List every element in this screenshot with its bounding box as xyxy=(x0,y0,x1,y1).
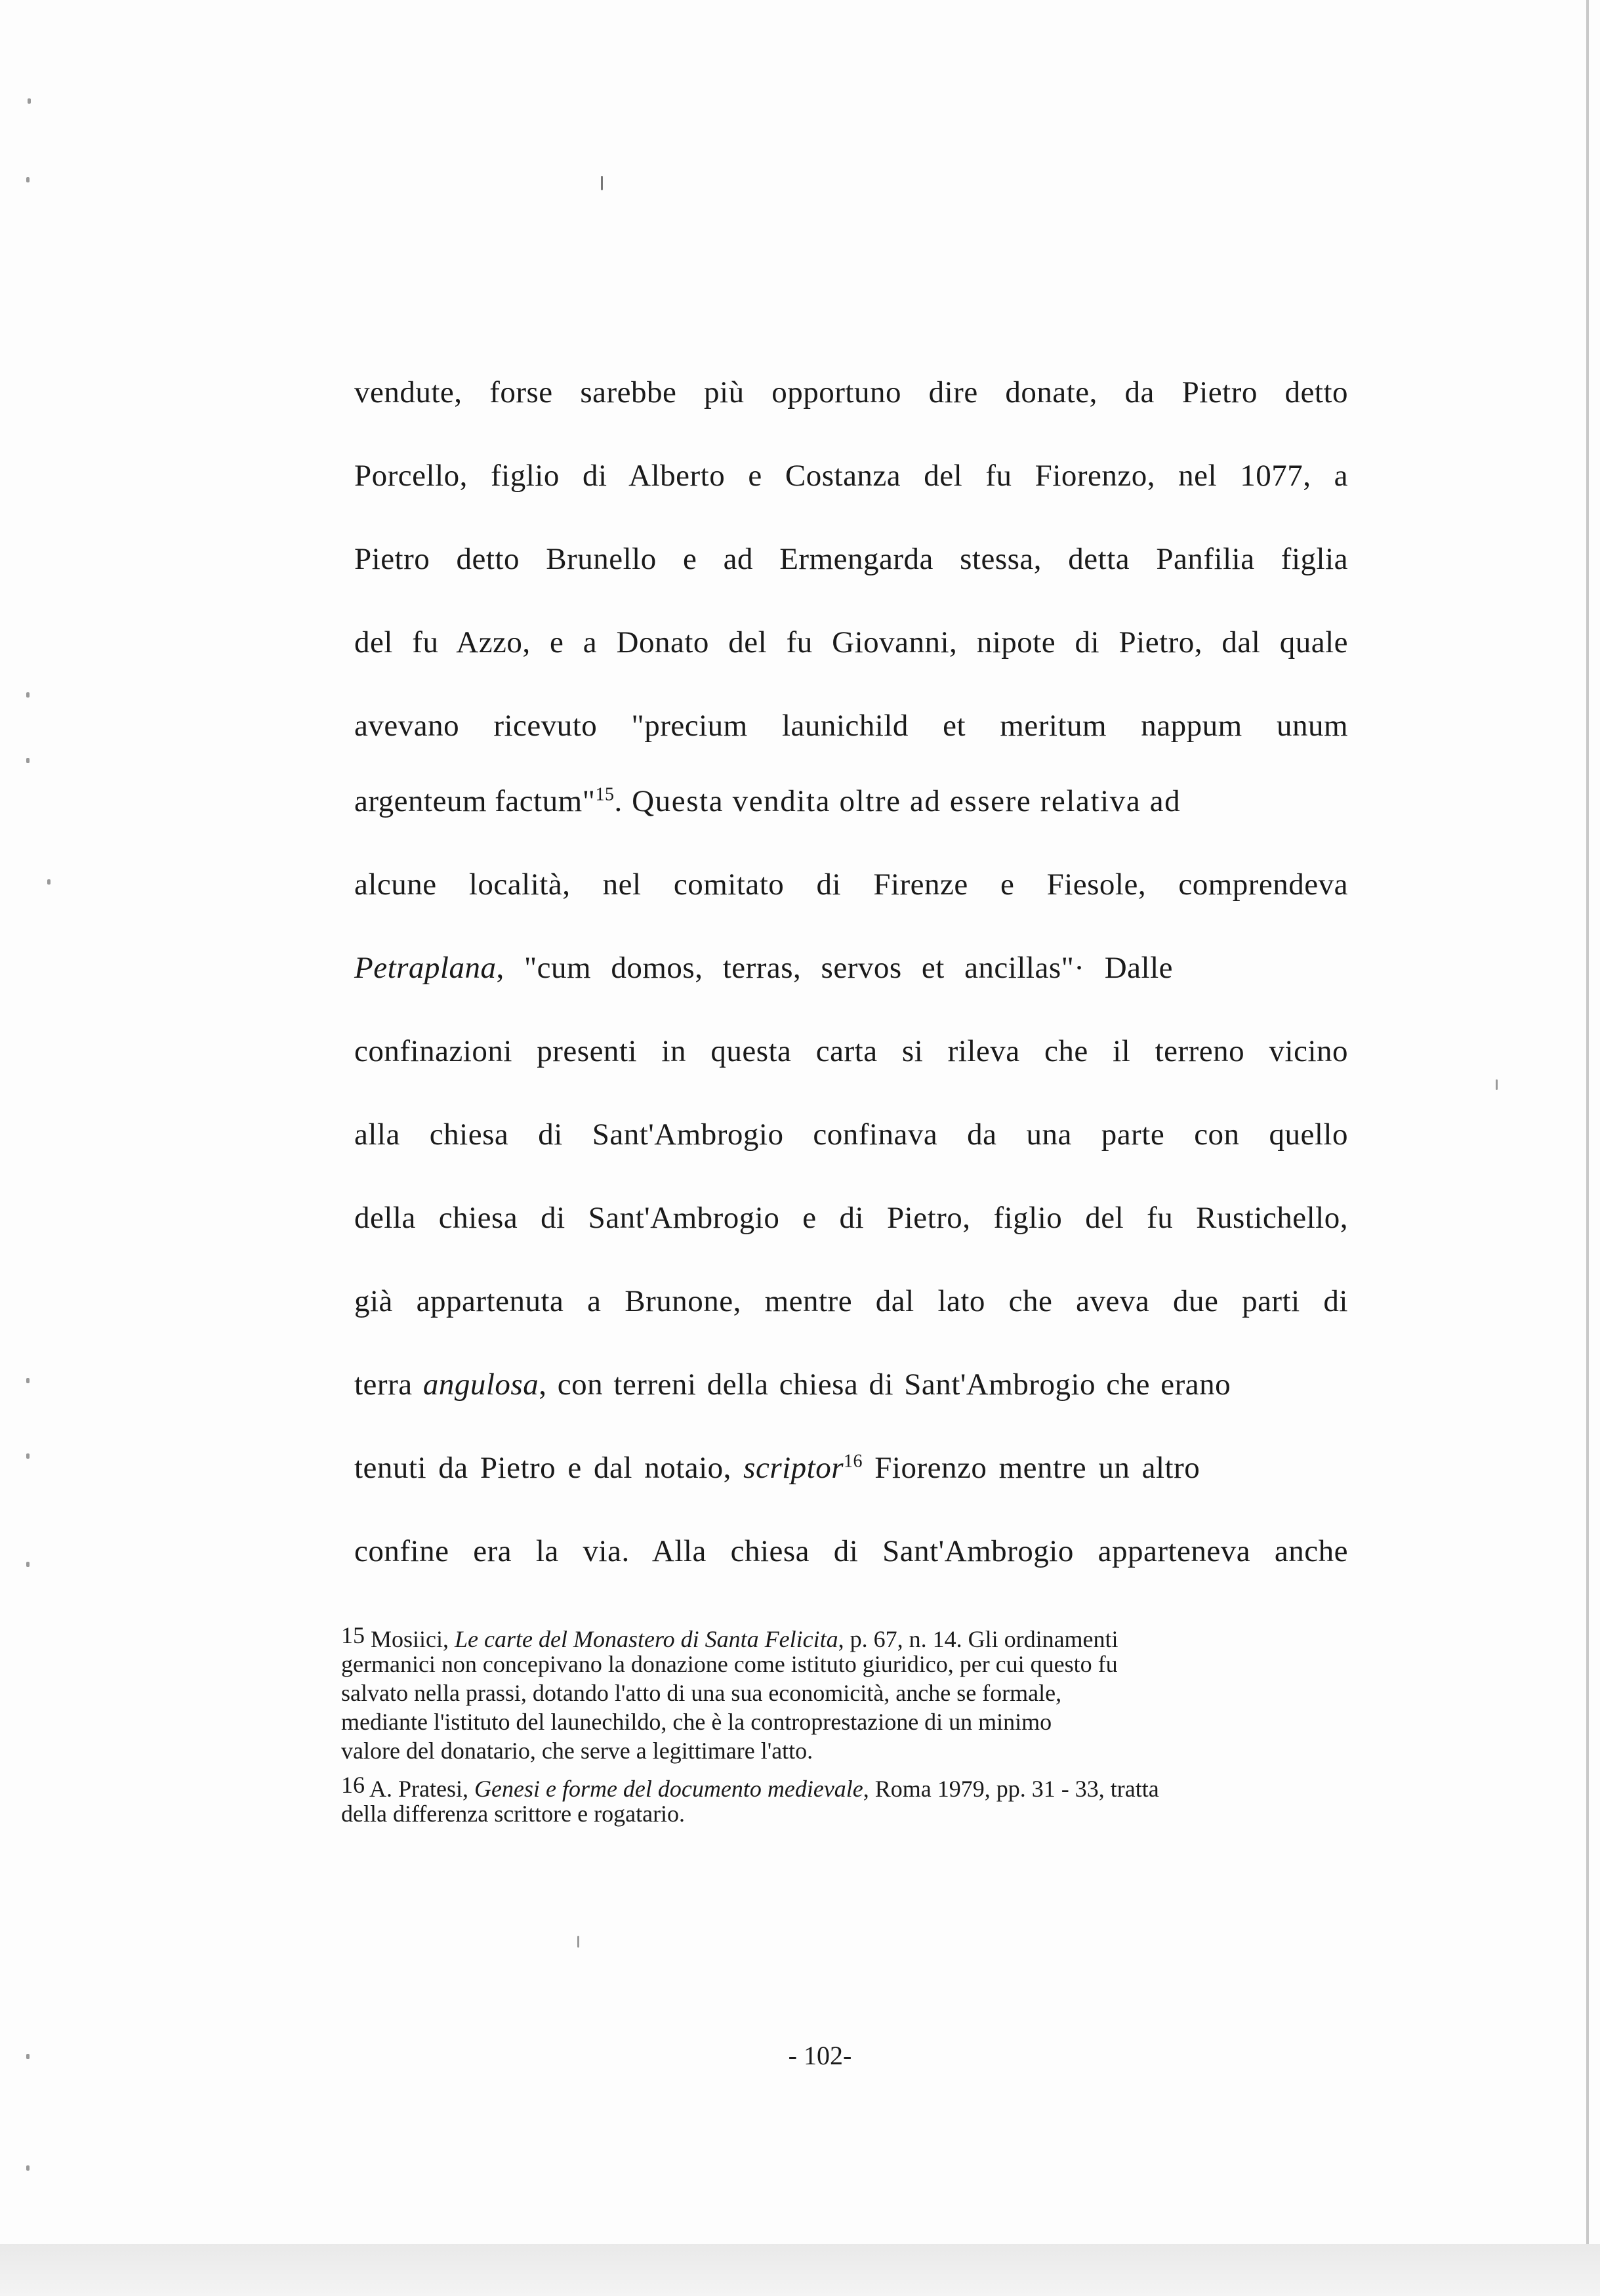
body-line: confine era la via. Alla chiesa di Sant'Ambrogio apparteneva anche xyxy=(354,1534,1348,1568)
body-line: della chiesa di Sant'Ambrogio e di Pietro, figlio del fu Rustichello, xyxy=(354,1201,1348,1235)
body-text-span: terra xyxy=(354,1367,423,1402)
scan-speck xyxy=(577,1936,579,1948)
page-bottom-shadow xyxy=(0,2244,1600,2296)
footnote-line: mediante l'istituto del launechildo, che è la controprestazione di un minimo xyxy=(341,1709,1052,1735)
footnote-ref-15[interactable]: 15 xyxy=(595,784,615,805)
footnote-15 xyxy=(341,1621,1345,1654)
body-text-span: tenuti da Pietro e dal notaio, xyxy=(354,1451,744,1485)
scan-speck xyxy=(26,2054,30,2059)
italic-term: Petraplana xyxy=(354,951,497,985)
footnote-16 xyxy=(341,1770,1345,1803)
body-line: confinazioni presenti in questa carta si rileva che il terreno vicino xyxy=(354,1034,1348,1068)
footnote-number: 16 xyxy=(341,1772,365,1798)
footnote-line: germanici non concepivano la donazione come istituto giuridico, per cui questo fu xyxy=(341,1651,1118,1677)
footnote-line: della differenza scrittore e rogatario. xyxy=(341,1801,686,1827)
footnote-author: Mosiici, xyxy=(371,1626,455,1652)
footnote-line: salvato nella prassi, dotando l'atto di una sua economicità, anche se formale, xyxy=(341,1680,1062,1706)
footnote-title: Le carte del Monastero di Santa Felicita xyxy=(455,1626,838,1652)
body-line xyxy=(354,1448,1348,1488)
footnote-line: valore del donatario, che serve a legittimare l'atto. xyxy=(341,1738,813,1764)
body-line: avevano ricevuto "precium launichild et meritum nappum unum xyxy=(354,709,1348,743)
body-line: del fu Azzo, e a Donato del fu Giovanni, nipote di Pietro, dal quale xyxy=(354,625,1348,659)
footnote-author: A. Pratesi, xyxy=(369,1776,474,1802)
page-number: - 102- xyxy=(788,2041,852,2070)
body-line xyxy=(354,782,1348,821)
footnote-title: Genesi e forme del documento medievale xyxy=(474,1776,863,1802)
scan-speck xyxy=(26,2165,30,2171)
body-text-span: argenteum factum" xyxy=(354,784,596,818)
footnote-text: , Roma 1979, pp. 31 - 33, tratta xyxy=(863,1776,1159,1802)
body-line: alcune località, nel comitato di Firenze e Fiesole, comprendeva xyxy=(354,867,1348,902)
italic-term: scriptor xyxy=(743,1451,844,1485)
body-text-span: . Questa vendita oltre ad essere relativa ad xyxy=(614,784,1181,818)
body-text-span: , "cum domos, terras, servos et ancillas"· Dalle xyxy=(496,951,1173,985)
body-line: alla chiesa di Sant'Ambrogio confinava da una parte con quello xyxy=(354,1117,1348,1152)
body-line xyxy=(354,1365,1348,1404)
italic-term: angulosa xyxy=(422,1367,539,1402)
body-line: Pietro detto Brunello e ad Ermengarda stessa, detta Panfilia figlia xyxy=(354,542,1348,576)
body-text-span: Fiorenzo mentre un altro xyxy=(863,1451,1200,1485)
footnote-ref-16[interactable]: 16 xyxy=(844,1451,863,1472)
footnote-text: , p. 67, n. 14. Gli ordinamenti xyxy=(838,1626,1118,1652)
body-line: vendute, forse sarebbe più opportuno dire donate, da Pietro detto xyxy=(354,375,1348,409)
body-text-span: , con terreni della chiesa di Sant'Ambrogio che erano xyxy=(539,1367,1231,1402)
body-line xyxy=(354,948,1348,988)
footnote-number: 15 xyxy=(341,1622,365,1648)
body-line: Porcello, figlio di Alberto e Costanza del fu Fiorenzo, nel 1077, a xyxy=(354,459,1348,493)
body-line: già appartenuta a Brunone, mentre dal lato che aveva due parti di xyxy=(354,1284,1348,1318)
